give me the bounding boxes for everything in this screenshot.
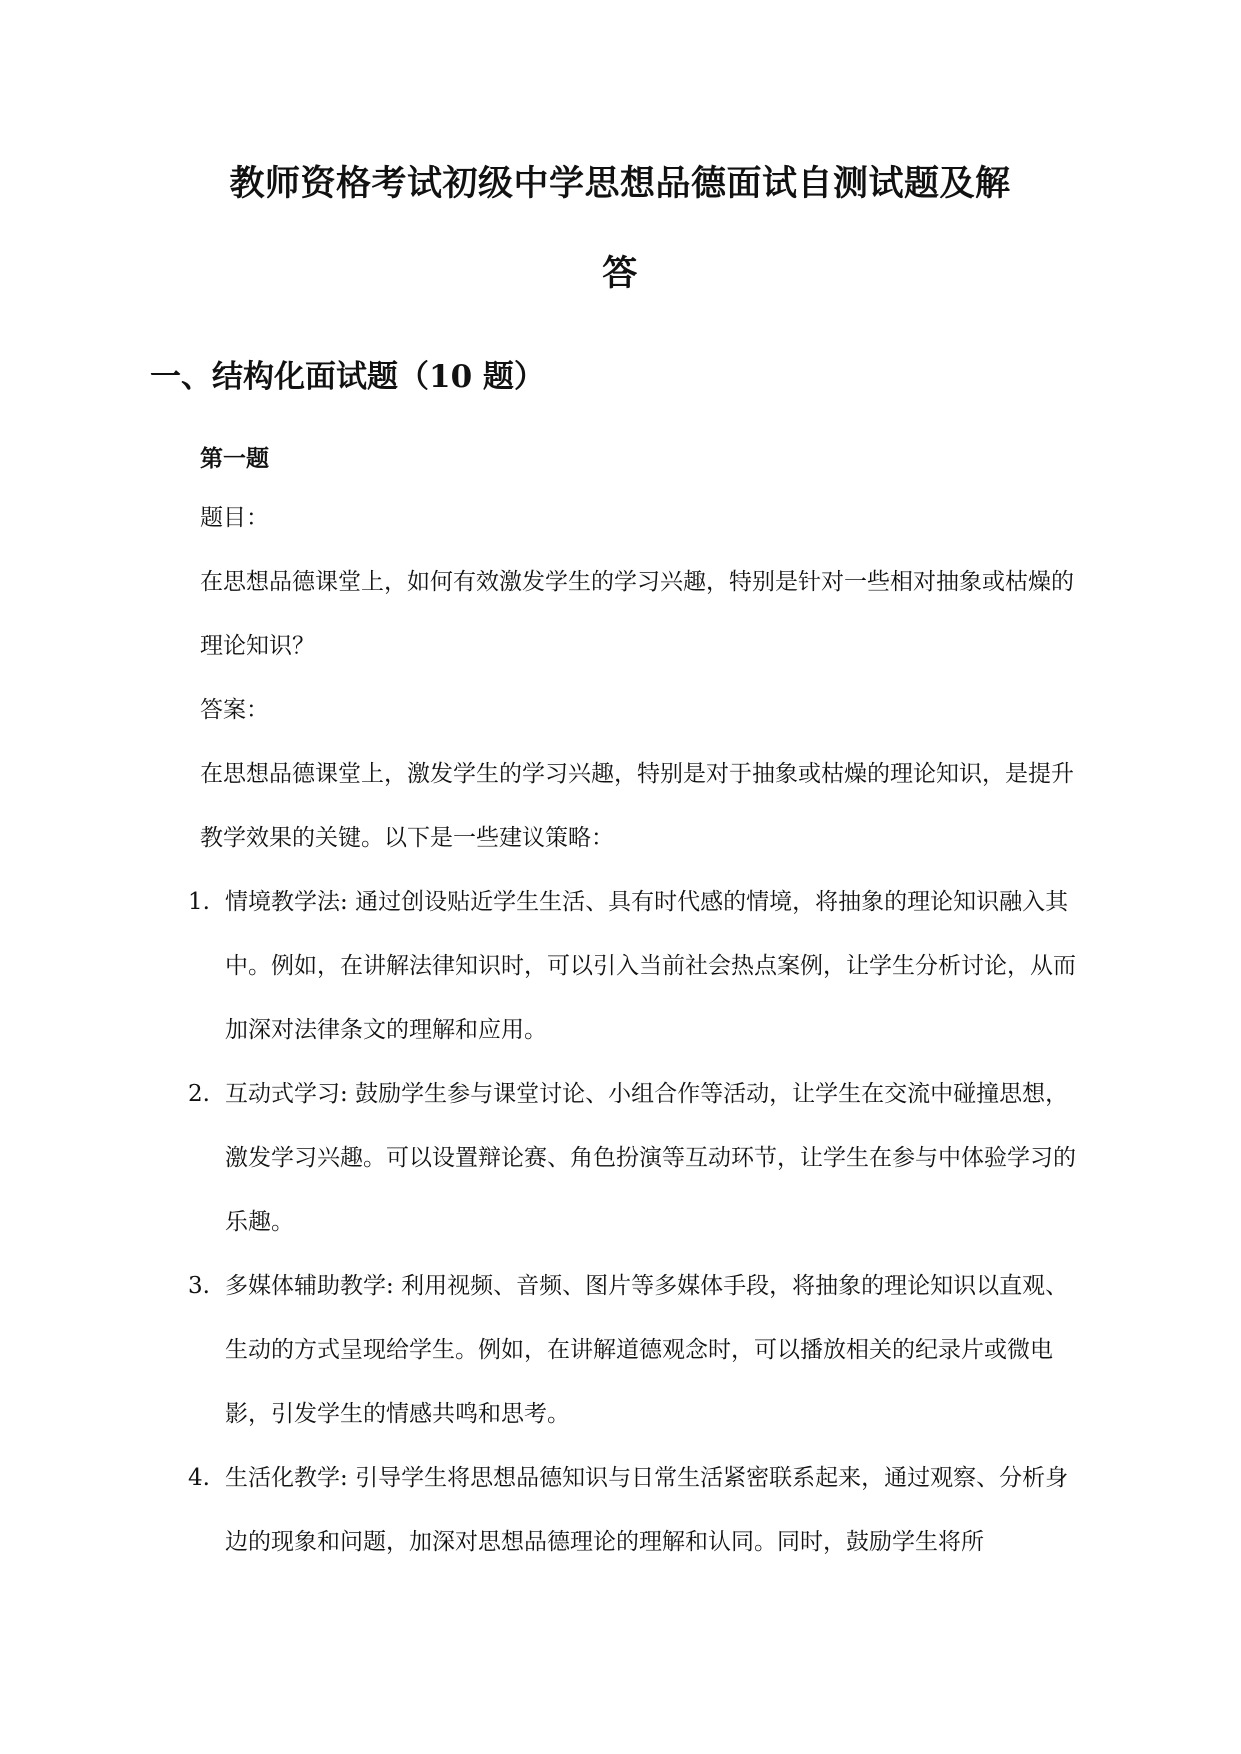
list-item-text: 鼓励学生参与课堂讨论、小组合作等活动，让学生在交流中碰撞思想，激发学习兴趣。可以设置辩论赛、角色扮演等互动环节，让学生在参与中体验学习的乐趣。 [225,1081,1076,1235]
list-item-text: 利用视频、音频、图片等多媒体手段，将抽象的理论知识以直观、生动的方式呈现给学生。例如，在讲解道德观念时，可以播放相关的纪录片或微电影，引发学生的情感共鸣和思考。 [225,1273,1069,1427]
list-item [150,870,1090,1062]
list-item-number: 4. [188,1465,210,1491]
list-item [150,1446,1090,1574]
document-title-line-2: 答 [602,253,638,294]
list-item-text: 引导学生将思想品德知识与日常生活紧密联系起来，通过观察、分析身边的现象和问题，加深对思想品德理论的理解和认同。同时，鼓励学生将所 [225,1465,1069,1555]
list-item-name: 互动式学习: [225,1081,348,1107]
question-label: 题目： [200,505,269,531]
strategy-list [150,870,1090,1574]
question-text: 在思想品德课堂上，如何有效激发学生的学习兴趣，特别是针对一些相对抽象或枯燥的理论知识？ [200,569,1074,659]
document-title-line-1: 教师资格考试初级中学思想品德面试自测试题及解 [229,163,1011,204]
answer-label: 答案： [200,697,269,723]
question-heading: 第一题 [200,445,269,472]
list-item-number: 1. [188,889,210,915]
list-item-name: 情境教学法: [225,889,348,915]
list-item-name: 多媒体辅助教学: [225,1273,394,1299]
section-heading: 一、结构化面试题（10 题） [150,359,545,395]
list-item-text: 通过创设贴近学生生活、具有时代感的情境，将抽象的理论知识融入其中。例如，在讲解法律知识时，可以引入当前社会热点案例，让学生分析讨论，从而加深对法律条文的理解和应用。 [225,889,1076,1043]
list-item-name: 生活化教学: [225,1465,348,1491]
list-item-number: 3. [188,1273,210,1299]
list-item [150,1254,1090,1446]
list-item-number: 2. [188,1081,210,1107]
list-item [150,1062,1090,1254]
answer-intro: 在思想品德课堂上，激发学生的学习兴趣，特别是对于抽象或枯燥的理论知识，是提升教学效果的关键。以下是一些建议策略： [200,761,1074,851]
